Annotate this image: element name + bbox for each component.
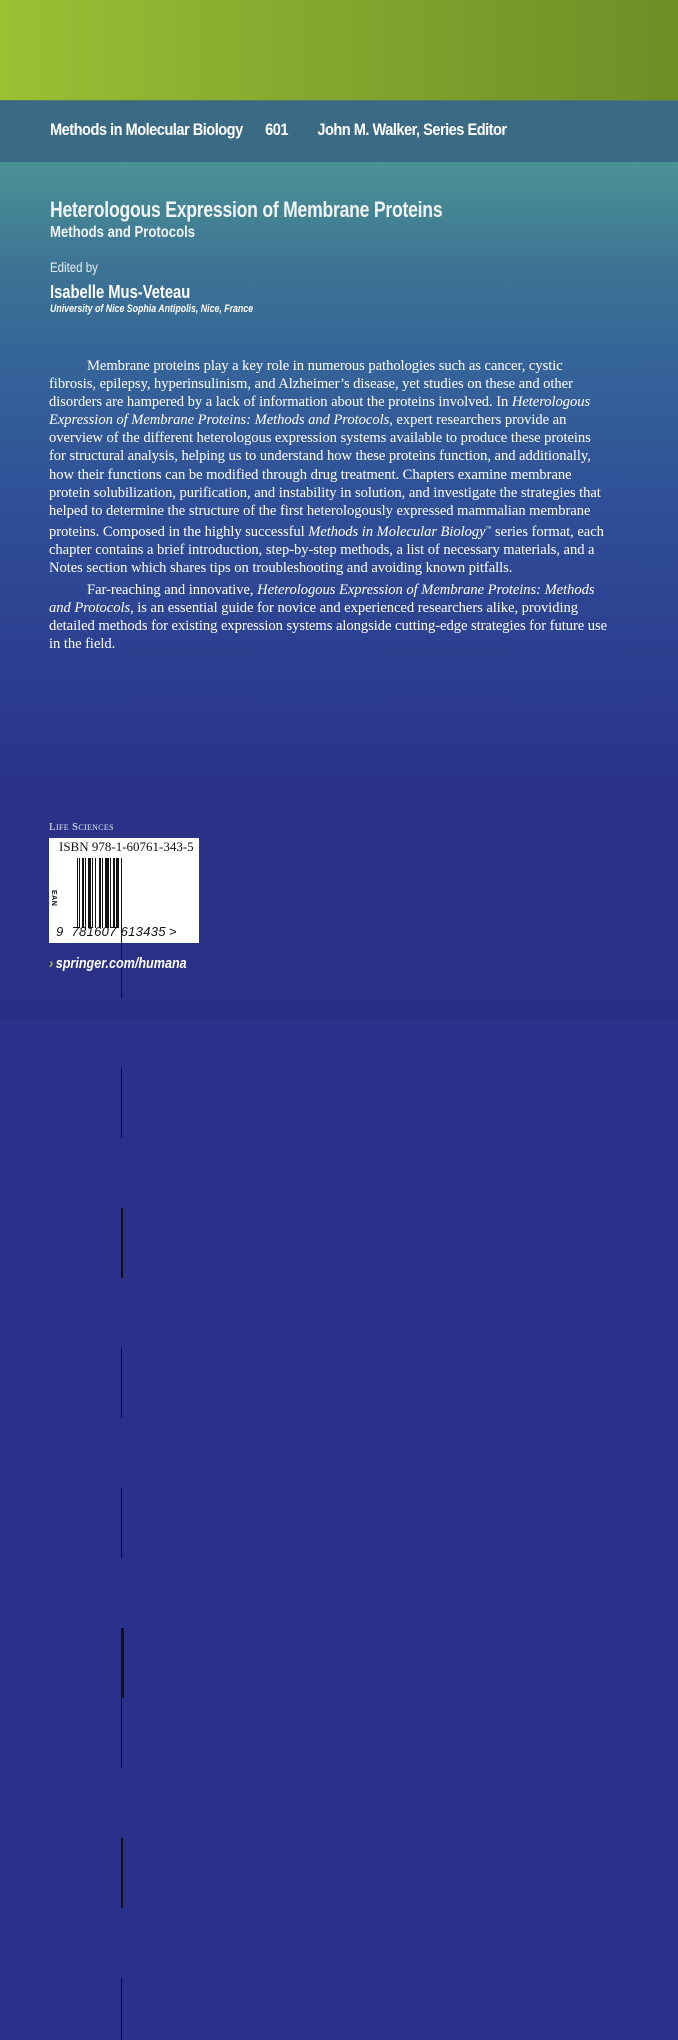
ean-label: EAN — [50, 890, 57, 907]
series-volume: 601 — [265, 120, 289, 139]
editor-affiliation: University of Nice Sophia Antipolis, Nice, France — [50, 303, 254, 315]
series-editor: John M. Walker, Series Editor — [317, 120, 507, 139]
book-description — [49, 357, 609, 654]
description-paragraph-2: Far-reaching and innovative, Heterologous Expression of Membrane Proteins: Methods and Protocols, is an essential guide for novice and experienced researchers alike, providing detailed methods for existing expression systems alongside cutting-edge strategies for future use in the field. — [49, 582, 608, 653]
category-label: Life Sciences — [49, 821, 114, 833]
isbn-label: ISBN 978-1-60761-343-5 — [59, 839, 194, 854]
book-title: Heterologous Expression of Membrane Proteins — [50, 197, 443, 222]
publisher-url[interactable]: springer.com/humana — [55, 955, 187, 972]
description-paragraph-1: Membrane proteins play a key role in numerous pathologies such as cancer, cystic fibrosis, epilepsy, hyperinsulinism, and Alzheimer’s disease, yet studies on these and other disorders are hampered by a lack of information about the proteins involved. In Heterologous Expression of Membrane Proteins: Methods and Protocols, expert researchers provide an overview of the different heterologous expression systems available to produce these proteins for structural analysis, helping us to understand how these proteins function, and additionally, how their functions can be modified through drug treatment. Chapters examine membrane protein solubilization, purification, and instability in solution, and investigate the strategies that helped to determine the structure of the first heterologously expressed mammalian membrane proteins. Composed in the highly successful Methods in Molecular Biology™ series format, each chapter contains a brief introduction, step-by-step methods, a list of necessary materials, and a Notes section which shares tips on troubleshooting and avoiding known pitfalls. — [49, 358, 604, 577]
barcode-bars — [77, 858, 183, 928]
chevron-right-icon: › — [49, 955, 54, 972]
series-line — [50, 120, 507, 140]
edited-by-label: Edited by — [50, 260, 98, 275]
top-green-band — [0, 0, 678, 100]
editor-name: Isabelle Mus-Veteau — [50, 282, 191, 302]
isbn-barcode — [49, 838, 199, 943]
barcode-digits: 9 781607 613435 > — [56, 924, 177, 939]
book-subtitle: Methods and Protocols — [50, 224, 196, 241]
publisher-link[interactable] — [49, 955, 187, 972]
series-name: Methods in Molecular Biology — [50, 120, 243, 139]
